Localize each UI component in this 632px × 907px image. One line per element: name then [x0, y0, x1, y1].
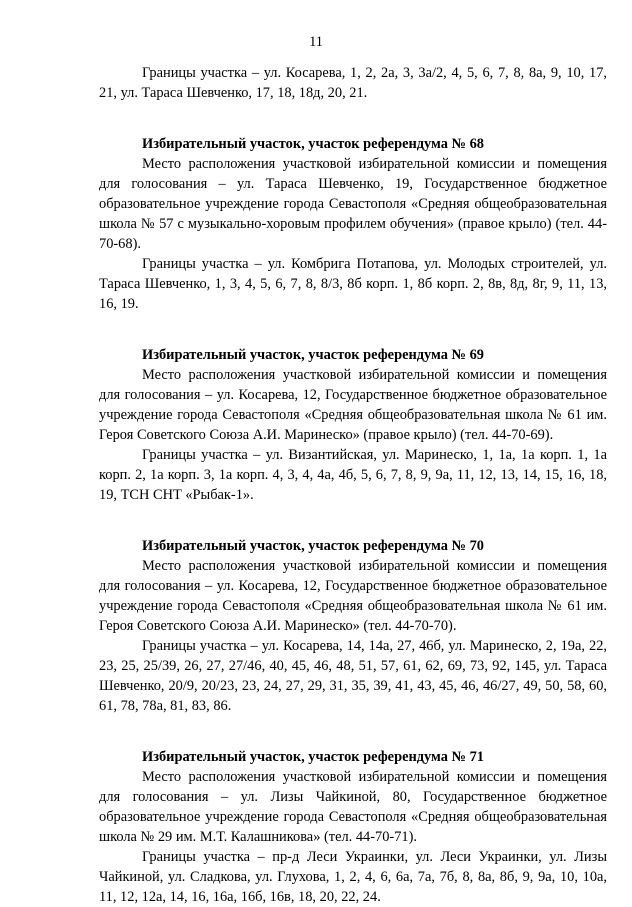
- boundaries-paragraph: Границы участка – ул. Византийская, ул. Маринеско, 1, 1а, 1а корп. 1, 1а корп. 2, 1а корп. 3, 1а корп. 4, 3, 4, 4а, 4б, 5, 6, 7, 8, 9, 9а, 11, 12, 13, 14, 15, 16, 18, 19, ТСН СНТ «Рыбак-1».: [99, 447, 607, 503]
- section-heading: Избирательный участок, участок референдума № 71: [142, 749, 484, 765]
- section-spacer: [99, 505, 607, 536]
- section-spacer: [99, 103, 607, 134]
- boundaries-paragraph: Границы участка – ул. Комбрига Потапова, ул. Молодых строителей, ул. Тараса Шевченко, 1, 3, 4, 5, 6, 7, 8, 8/3, 8б корп. 1, 8б корп. 2, 8в, 8д, 8г, 9, 11, 13, 16, 19.: [99, 256, 607, 312]
- location-paragraph: Место расположения участковой избирательной комиссии и помещения для голосования – ул. Лизы Чайкиной, 80, Государственное бюджетное образовательное учреждение города Севастополя «Средняя общеобразовательная школа № 29 им. М.Т. Калашникова» (тел. 44-70-71).: [99, 769, 607, 845]
- section-heading: Избирательный участок, участок референдума № 69: [142, 347, 484, 363]
- section-spacer: [99, 716, 607, 747]
- boundaries-paragraph: Границы участка – ул. Косарева, 14, 14а, 27, 46б, ул. Маринеско, 2, 19а, 22, 23, 25, 25/39, 26, 27, 27/46, 40, 45, 46, 48, 51, 57, 61, 62, 69, 73, 92, 145, ул. Тараса Шевченко, 20/9, 20/23, 23, 24, 27, 29, 31, 35, 39, 41, 43, 45, 46, 46/27, 49, 50, 58, 60, 61, 78, 78а, 81, 83, 86.: [99, 638, 607, 714]
- section-heading: Избирательный участок, участок референдума № 68: [142, 136, 484, 152]
- document-content: [99, 63, 607, 907]
- section-heading: Избирательный участок, участок референдума № 70: [142, 538, 484, 554]
- location-paragraph: Место расположения участковой избирательной комиссии и помещения для голосования – ул. Тараса Шевченко, 19, Государственное бюджетное образовательное учреждение города Севастополя «Средняя общеобразовательная школа № 57 с музыкально-хоровым профилем обучения» (правое крыло) (тел. 44-70-68).: [99, 156, 607, 252]
- section-precinct-68: [99, 134, 607, 314]
- intro-boundaries-paragraph: Границы участка – ул. Косарева, 1, 2, 2а, 3, 3а/2, 4, 5, 6, 7, 8, 8а, 9, 10, 17, 21, ул. Тараса Шевченко, 17, 18, 18д, 20, 21.: [99, 65, 607, 101]
- boundaries-paragraph: Границы участка – пр-д Леси Украинки, ул. Леси Украинки, ул. Лизы Чайкиной, ул. Сладкова, ул. Глухова, 1, 2, 4, 6, 6а, 7а, 7б, 8, 8а, 8б, 9, 9а, 10, 10а, 11, 12, 12а, 14, 16, 16а, 16б, 16в, 18, 20, 22, 24.: [99, 849, 607, 905]
- section-precinct-70: [99, 536, 607, 716]
- location-paragraph: Место расположения участковой избирательной комиссии и помещения для голосования – ул. Косарева, 12, Государственное бюджетное образовательное учреждение города Севастополя «Средняя общеобразовательная школа № 61 им. Героя Советского Союза А.И. Маринеско» (правое крыло) (тел. 44-70-69).: [99, 367, 607, 443]
- section-precinct-71: [99, 747, 607, 907]
- location-paragraph: Место расположения участковой избирательной комиссии и помещения для голосования – ул. Косарева, 12, Государственное бюджетное образовательное учреждение города Севастополя «Средняя общеобразовательная школа № 61 им. Героя Советского Союза А.И. Маринеско» (тел. 44-70-70).: [99, 558, 607, 634]
- page-number: 11: [309, 34, 323, 50]
- section-spacer: [99, 314, 607, 345]
- section-precinct-69: [99, 345, 607, 505]
